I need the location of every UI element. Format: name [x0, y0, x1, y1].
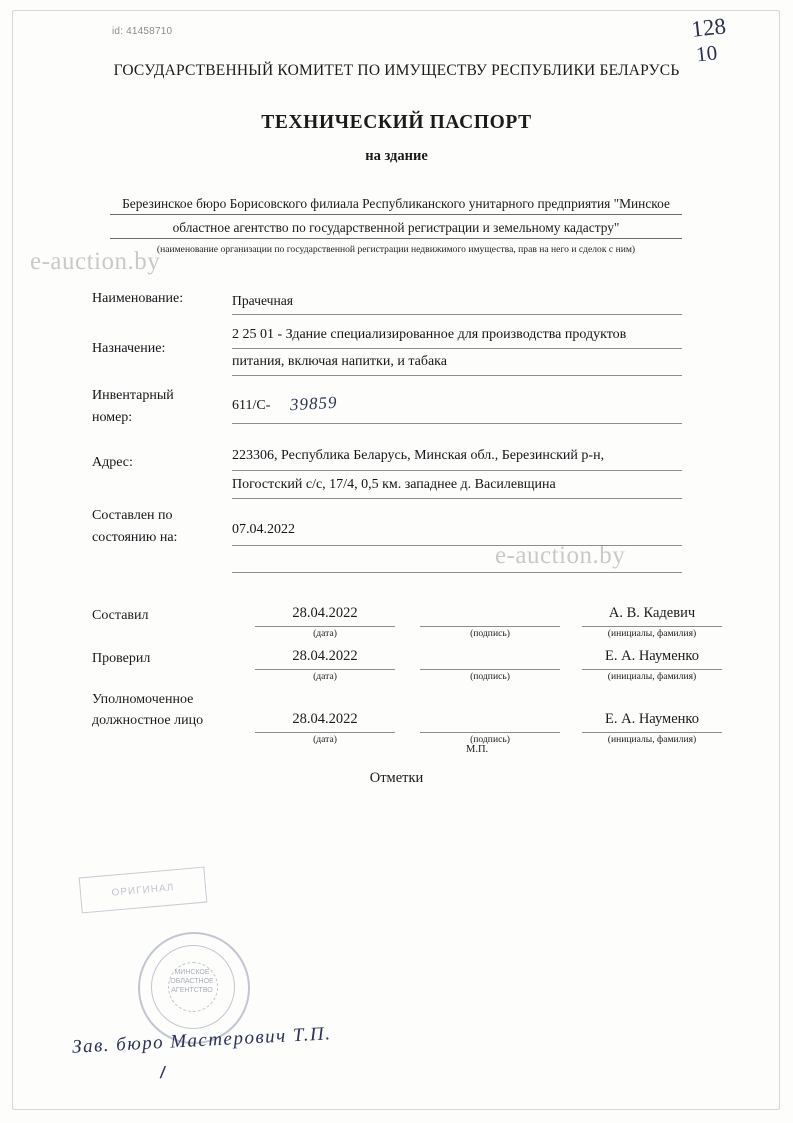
rule-inventory-number [232, 423, 682, 424]
signature-row-1-name-rule [582, 669, 722, 670]
signature-row-2-sign-rule [420, 732, 560, 733]
signature-row-2-date: 28.04.2022 [292, 711, 358, 727]
handwritten-page-number-top: 128 [690, 13, 728, 42]
value-inventory-number-handwritten: 39859 [289, 392, 338, 415]
label-inventory-number-line-2: номер: [92, 410, 133, 425]
round-stamp-text [160, 968, 224, 1004]
signature-row-0-name-caption: (инициалы, фамилия) [607, 628, 697, 639]
signature-row-0-sign-rule [420, 626, 560, 627]
handwritten-signature: Зав. бюро Мастерович Т.П. [71, 1023, 333, 1058]
value-as-of-date: 07.04.2022 [232, 522, 295, 537]
issuing-organization-line-1: Березинское бюро Борисовского филиала Республиканского унитарного предприятия "Минское [110, 196, 682, 215]
value-name: Прачечная [232, 293, 294, 308]
value-purpose-line-2: питания, включая напитки, и табака [232, 354, 447, 369]
issuing-organization-line-2: областное агентство по государственной регистрации и земельному кадастру" [110, 220, 682, 239]
label-name: Наименование: [92, 291, 184, 306]
handwritten-page-number-bottom: 10 [694, 40, 719, 67]
signature-row-0-date-caption: (дата) [313, 628, 337, 639]
signature-row-1-label: Проверил [92, 651, 151, 666]
label-address: Адрес: [92, 455, 133, 470]
rule-address-1 [232, 470, 682, 471]
label-purpose: Назначение: [92, 341, 166, 356]
signature-row-1-sign-rule [420, 669, 560, 670]
value-address-line-1: 223306, Республика Беларусь, Минская обл., Березинский р-н, [232, 448, 605, 463]
state-committee-title: ГОСУДАРСТВЕННЫЙ КОМИТЕТ ПО ИМУЩЕСТВУ РЕСПУБЛИКИ БЕЛАРУСЬ [113, 62, 680, 79]
rule-as-of-extra [232, 572, 682, 573]
signature-row-2-label-line-1: Уполномоченное [92, 692, 194, 707]
watermark-right: e-auction.by [495, 542, 626, 569]
rule-purpose-2 [232, 375, 682, 376]
signature-row-0-name-rule [582, 626, 722, 627]
watermark-left: e-auction.by [30, 248, 161, 275]
notes-heading: Отметки [369, 770, 424, 786]
issuing-organization-caption: (наименование организации по государственной регистрации недвижимого имущества, прав на него и сделок с ним) [156, 244, 636, 255]
round-stamp-text-line-1: МИНСКОЕ [174, 969, 210, 976]
document-subtitle: на здание [365, 148, 428, 164]
signature-row-0-sign-caption: (подпись) [470, 628, 510, 639]
signature-row-2-label-line-2: должностное лицо [92, 713, 204, 728]
value-inventory-number: 611/С- [232, 398, 271, 413]
round-stamp-text-line-3: АГЕНТСТВО [171, 987, 213, 994]
signature-row-2-sign-caption: (подпись) [470, 734, 510, 745]
rule-purpose-1 [232, 348, 682, 349]
signature-row-2-name: Е. А. Науменко [605, 711, 699, 727]
signature-row-1-sign-caption: (подпись) [470, 671, 510, 682]
rule-as-of [232, 545, 682, 546]
signature-row-0-name: А. В. Кадевич [608, 605, 696, 621]
signature-row-2-name-rule [582, 732, 722, 733]
stamp-place-label: М.П. [466, 744, 489, 755]
signature-row-2-date-caption: (дата) [313, 734, 337, 745]
value-address-line-2: Погостский с/с, 17/4, 0,5 км. западнее д. Василевщина [232, 477, 556, 492]
document-title: ТЕХНИЧЕСКИЙ ПАСПОРТ [261, 112, 532, 133]
signature-row-1-date: 28.04.2022 [292, 648, 358, 664]
handwritten-signature-mark: ꞁ [158, 1059, 167, 1080]
rectangular-stamp: ОРИГИНАЛ [79, 867, 208, 914]
signature-row-1-name: Е. А. Науменко [605, 648, 699, 664]
rule-address-2 [232, 498, 682, 499]
scan-border [12, 10, 780, 1110]
signature-row-1-name-caption: (инициалы, фамилия) [607, 671, 697, 682]
signature-row-0-date: 28.04.2022 [292, 605, 358, 621]
label-inventory-number-line-1: Инвентарный [92, 388, 174, 403]
label-as-of-line-1: Составлен по [92, 508, 173, 523]
round-stamp-text-line-2: ОБЛАСТНОЕ [170, 978, 214, 985]
signature-row-0-label: Составил [92, 608, 149, 623]
signature-row-2-name-caption: (инициалы, фамилия) [607, 734, 697, 745]
signature-row-0-date-rule [255, 626, 395, 627]
rule-name [232, 314, 682, 315]
value-purpose-line-1: 2 25 01 - Здание специализированное для производства продуктов [232, 327, 627, 342]
signature-row-2-date-rule [255, 732, 395, 733]
scan-document-id: id: 41458710 [112, 26, 173, 37]
label-as-of-line-2: состоянию на: [92, 530, 178, 545]
signature-row-1-date-caption: (дата) [313, 671, 337, 682]
signature-row-1-date-rule [255, 669, 395, 670]
